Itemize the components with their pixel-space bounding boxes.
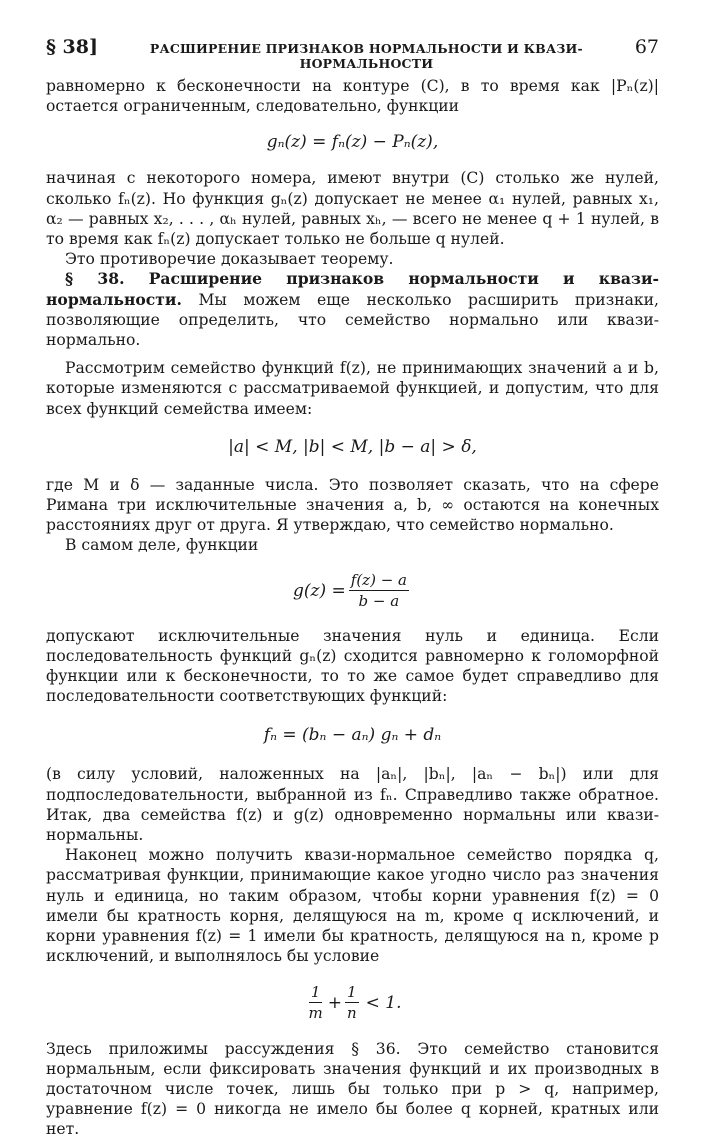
formula-g-lhs: g(z) = bbox=[293, 580, 346, 601]
paragraph-3: Это противоречие доказывает теорему. bbox=[65, 250, 394, 269]
formula-condition bbox=[46, 967, 659, 1039]
formula-f-linear: fₙ = (bₙ − aₙ) gₙ + dₙ bbox=[263, 725, 442, 746]
header-title: РАСШИРЕНИЕ ПРИЗНАКОВ НОРМАЛЬНОСТИ И КВАЗИ-НОРМАЛЬНОСТИ bbox=[149, 41, 583, 71]
section-38-heading: § 38. Расширение признаков нормальности и квази-нормальности. bbox=[46, 269, 659, 309]
fraction-denominator: m bbox=[308, 1004, 323, 1022]
paragraph-4: Рассмотрим семейство функций f(z), не принимающих значений a и b, которые изменяются с рассматриваемой функцией, и допустим, что для всех функций семейства имеем: bbox=[46, 359, 659, 418]
paragraph-8: (в силу условий, наложенных на |aₙ|, |bₙ|, |aₙ − bₙ|) или для подпоследовательности, выбранной из fₙ. Справедливо также обратное. Итак, два семейства f(z) и g(z) одновременно нормальны или квази-нормальны. bbox=[46, 765, 659, 845]
paragraph-9: Наконец можно получить квази-нормальное семейство порядка q, рассматривая функции, принимающие какое угодно число раз значения нуль и единица, но таким образом, чтобы корни уравнения f(z) = 0 имели бы кратность корня, делящуюся на m, кроме q исключений, и корни уравнения f(z) = 1 имели бы кратность, делящуюся на n, кроме p исключений, и выполнялось бы условие bbox=[46, 846, 659, 966]
fraction-1-over-n bbox=[345, 983, 359, 1022]
section-38-intro: Мы можем еще несколько расширить признаки, позволяющие определить, что семейство нормально или квази-нормально. bbox=[46, 290, 659, 350]
paragraph-5: где M и δ — заданные числа. Это позволяет сказать, что на сфере Римана три исключительные значения a, b, ∞ остаются на конечных расстояниях друг от друга. Я утверждаю, что семейство нормально. bbox=[46, 475, 659, 535]
fraction-numerator: 1 bbox=[310, 983, 321, 1001]
formula-g-fraction bbox=[46, 556, 659, 626]
inequality-rest: < 1. bbox=[365, 992, 402, 1013]
fraction-numerator: 1 bbox=[347, 983, 357, 1001]
fraction bbox=[349, 571, 409, 610]
running-header bbox=[46, 36, 659, 76]
formula-g-minus-p: gₙ(z) = fₙ(z) − Pₙ(z), bbox=[266, 132, 439, 153]
paragraph-2: начиная с некоторого номера, имеют внутри (C) столько же нулей, сколько fₙ(z). Но функция gₙ(z) допускает не менее α₁ нулей, равных x₁, α₂ — равных x₂, . . . , αₕ нулей, равных xₕ, — всего не менее q + 1 нулей, в то время как fₙ(z) допускает только не больше q нулей. bbox=[46, 169, 659, 249]
paragraph-1: равномерно к бесконечности на контуре (C), в то время как |Pₙ(z)| остается ограниченным, следовательно, функции bbox=[46, 77, 659, 116]
fraction-1-over-m bbox=[306, 983, 324, 1022]
formula-bounds: |a| < M, |b| < M, |b − a| > δ, bbox=[228, 436, 477, 457]
plus-sign: + bbox=[327, 992, 342, 1013]
paragraph-10: Здесь приложимы рассуждения § 36. Это семейство становится нормальным, если фиксировать значения функций и их производных в достаточном числе точек, лишь бы только при p > q, например, уравнение f(z) = 0 никогда не имело бы более q корней, кратных или нет. bbox=[46, 1039, 659, 1139]
section-38-paragraph bbox=[46, 269, 659, 350]
paragraph-6: В самом деле, функции bbox=[65, 536, 259, 555]
fraction-denominator: b − a bbox=[358, 592, 400, 611]
page-number: 67 bbox=[634, 36, 659, 58]
fraction-numerator: f(z) − a bbox=[350, 571, 407, 590]
header-section-ref: § 38] bbox=[46, 36, 98, 58]
fraction-denominator: n bbox=[346, 1004, 357, 1022]
paragraph-7: допускают исключительные значения нуль и единица. Если последовательность функций gₙ(z) сходится равномерно к голоморфной функции или к бесконечности, то то же самое будет справедливо для последовательности соответствующих функций: bbox=[46, 626, 659, 706]
